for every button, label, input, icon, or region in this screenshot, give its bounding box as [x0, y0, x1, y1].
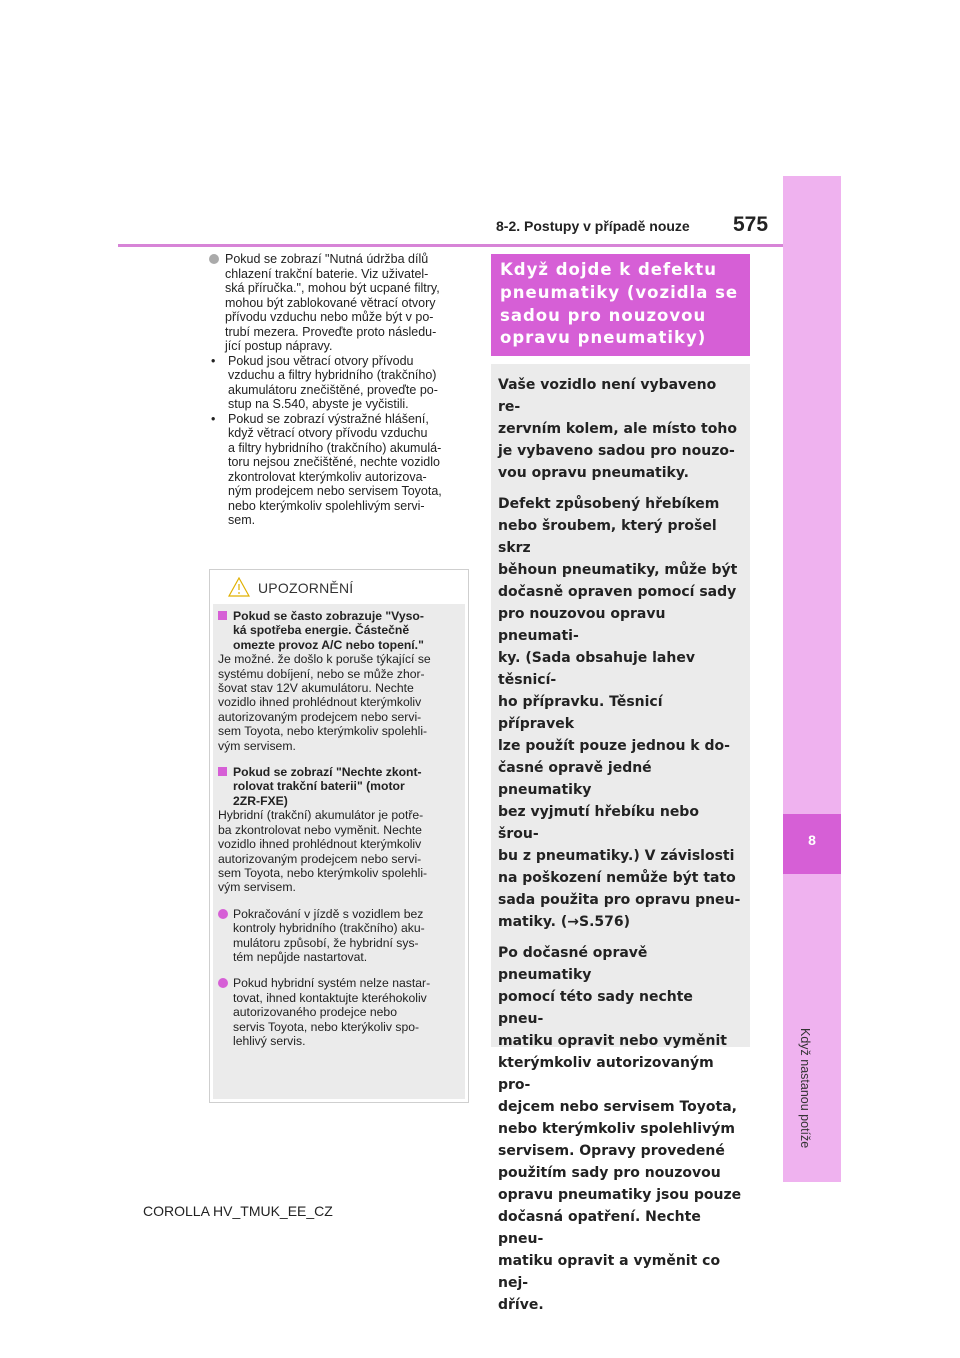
text-line: systému dobíjení, nebo se může zhor-: [218, 666, 425, 681]
text-line: akumulátoru znečištěné, proveďte po-: [228, 382, 438, 397]
text-line: Po dočasné opravě pneumatiky: [498, 945, 648, 983]
text-line: dočasná opatření. Nechte pneu-: [498, 1209, 701, 1247]
warning-triangle-icon: [228, 577, 250, 597]
text-line: jící postup nápravy.: [225, 339, 333, 353]
text-line: opravu pneumatiky): [500, 328, 707, 348]
text-line: opravu pneumatiky jsou pouze: [498, 1187, 742, 1203]
text-line: vým servisem.: [218, 880, 296, 895]
text-line: stup na S.540, abyste je vyčistili.: [228, 397, 409, 411]
text-line: nebo kterýmkoliv spolehlivým: [498, 1121, 735, 1137]
text-line: Je možné. že došlo k poruše týkající se: [218, 652, 431, 667]
text-line: tém nepůjde nastartovat.: [233, 949, 368, 964]
text-line: matiku opravit a vyměnit co nej-: [498, 1253, 721, 1291]
pink-circle-icon: [218, 978, 228, 988]
document-code: COROLLA HV_TMUK_EE_CZ: [143, 1203, 333, 1219]
gray-circle-icon: [209, 254, 219, 264]
text-line: a filtry hybridního (trakčního) akumulá-: [228, 440, 442, 455]
text-line: tovat, ihned kontaktujte kteréhokoliv: [233, 990, 427, 1005]
bullet-text: [228, 412, 471, 528]
text-line: Pokud se často zobrazuje "Vyso-: [233, 609, 424, 623]
text-line: vou opravu pneumatiky.: [498, 465, 689, 481]
bullet-icon: •: [211, 411, 216, 426]
text-line: bez vyjmutí hřebíku nebo šrou-: [498, 804, 699, 842]
text-line: sada použita pro opravu pneu-: [498, 892, 741, 908]
text-line: 2ZR-FXE): [233, 793, 288, 808]
warning-box: [209, 569, 469, 1103]
text-line: vozidlo ihned prohlédnout kterýmkoliv: [218, 837, 422, 852]
text-line: pneumatiky (vozidla se: [500, 282, 739, 302]
text-line: mulátoru způsobí, že hybridní sys-: [233, 935, 419, 950]
text-line: sem Toyota, nebo kterýmkoliv spolehli-: [218, 724, 428, 739]
warning-heading: [218, 609, 460, 652]
text-line: omezte provoz A/C nebo topení.": [233, 637, 424, 652]
text-line: je vybaveno sadou pro nouzo-: [498, 443, 735, 459]
topic-body-box: [491, 364, 750, 1313]
text-line: trubí mezera. Proveďte proto následu-: [225, 324, 437, 339]
text-line: zkontrolovat kterýmkoliv autorizova-: [228, 469, 427, 484]
text-line: matiky. (→S.576): [498, 914, 631, 930]
text-line: ská příručka.", mohou být ucpané filtry,: [225, 281, 440, 295]
text-line: použitím sady pro nouzovou: [498, 1165, 721, 1181]
section-title: 8-2. Postupy v případě nouze: [496, 218, 690, 234]
warning-note: [218, 907, 460, 965]
text-line: toru nejsou znečištěné, nechte vozidlo: [228, 455, 440, 469]
text-line: ká spotřeba energie. Částečně: [233, 623, 410, 638]
chapter-number: 8: [808, 832, 816, 848]
text-line: Pokud jsou větrací otvory přívodu: [228, 353, 414, 368]
text-line: lze použít pouze jednou k do-: [498, 738, 730, 754]
warning-text: [218, 652, 460, 753]
chapter-title: Když nastanou potíže: [798, 1028, 812, 1149]
warning-label: UPOZORNĚNÍ: [258, 580, 354, 596]
text-line: vzduchu a filtry hybridního (trakčního): [228, 368, 437, 382]
bullet-text: [228, 354, 471, 412]
text-line: když větrací otvory přívodu vzduchu: [228, 426, 428, 440]
pink-circle-icon: [218, 909, 228, 919]
warning-heading: [218, 765, 460, 808]
text-line: sem.: [228, 513, 256, 527]
bullet-item: [209, 354, 471, 412]
text-line: bu z pneumatiky.) V závislosti: [498, 848, 735, 864]
topic-paragraph: [498, 374, 743, 484]
text-line: Hybridní (trakční) akumulátor je potře-: [218, 808, 424, 823]
text-line: pomocí této sady nechte pneu-: [498, 989, 693, 1027]
text-line: ným prodejcem nebo servisem Toyota,: [228, 484, 442, 498]
text-line: dříve.: [498, 1297, 544, 1313]
text-line: mohou být zablokované větrací otvory: [225, 295, 436, 310]
text-line: Pokud se zobrazí "Nutná údržba dílů: [225, 252, 429, 266]
page-number: 575: [733, 213, 769, 236]
warning-note: [218, 976, 460, 1048]
text-line: lehlivý servis.: [233, 1033, 306, 1048]
text-line: autorizovaného prodejce nebo: [233, 1005, 397, 1020]
header-rule: [118, 244, 783, 247]
text-line: Pokud hybridní systém nelze nastar-: [233, 976, 431, 991]
text-line: nebo kterýmkoliv spolehlivým servi-: [228, 498, 425, 513]
text-line: servis Toyota, nebo kterýkoliv spo-: [233, 1019, 420, 1034]
text-line: kterýmkoliv autorizovaným pro-: [498, 1055, 714, 1093]
text-line: ba zkontrolovat nebo vyměnit. Nechte: [218, 822, 422, 837]
text-line: autorizovaným prodejcem nebo servi-: [218, 851, 422, 866]
text-line: matiku opravit nebo vyměnit: [498, 1033, 727, 1049]
warning-heading-text: [233, 765, 460, 808]
text-line: pro nouzovou opravu pneumati-: [498, 606, 666, 644]
note-item: [209, 252, 471, 354]
text-line: sem Toyota, nebo kterýmkoliv spolehli-: [218, 865, 428, 880]
text-line: běhoun pneumatiky, může být: [498, 562, 738, 578]
square-bullet-icon: [218, 767, 227, 776]
bullet-item: [209, 412, 471, 528]
note-text: [225, 252, 471, 354]
warning-note-text: [233, 976, 460, 1048]
text-line: šovat stav 12V akumulátoru. Nechte: [218, 681, 414, 696]
warning-text: [218, 808, 460, 894]
text-line: Pokud se zobrazí "Nechte zkont-: [233, 765, 422, 780]
topic-paragraph: [498, 493, 743, 933]
text-line: na poškození nemůže být tato: [498, 870, 736, 886]
chapter-side-tab: [783, 176, 841, 1182]
left-column: [209, 252, 471, 528]
topic-paragraph: [498, 942, 743, 1316]
warning-heading-text: [233, 609, 460, 652]
text-line: sadou pro nouzovou: [500, 305, 707, 325]
warning-note-text: [233, 907, 460, 965]
bullet-icon: •: [211, 353, 216, 368]
text-line: přívodu vzduchu nebo může být v po-: [225, 310, 434, 324]
text-line: Pokud se zobrazí výstražné hlášení,: [228, 411, 429, 426]
text-line: časné opravě jedné pneumatiky: [498, 760, 652, 798]
text-line: vým servisem.: [218, 738, 296, 753]
text-line: ho přípravku. Těsnicí přípravek: [498, 694, 663, 732]
text-line: dejcem nebo servisem Toyota,: [498, 1099, 738, 1115]
topic-heading-box: [491, 254, 750, 356]
text-line: Pokračování v jízdě s vozidlem bez: [233, 906, 424, 921]
text-line: zervním kolem, ale místo toho: [498, 421, 737, 437]
warning-header: [210, 570, 468, 604]
topic-body: [491, 364, 750, 1316]
text-line: rolovat trakční baterii" (motor: [233, 779, 405, 794]
text-line: Defekt způsobený hřebíkem: [498, 496, 720, 512]
text-line: Vaše vozidlo není vybaveno re-: [498, 377, 717, 415]
text-line: vozidlo ihned prohlédnout kterýmkoliv: [218, 695, 422, 710]
text-line: servisem. Opravy provedené: [498, 1143, 725, 1159]
square-bullet-icon: [218, 611, 227, 620]
text-line: chlazení trakční baterie. Viz uživatel-: [225, 266, 429, 281]
topic-heading: [491, 254, 750, 355]
text-line: ky. (Sada obsahuje lahev těsnicí-: [498, 650, 695, 688]
warning-body: [213, 604, 465, 1099]
text-line: Když dojde k defektu: [500, 260, 717, 279]
text-line: kontroly hybridního (trakčního) aku-: [233, 921, 425, 936]
text-line: nebo šroubem, který prošel skrz: [498, 518, 717, 556]
text-line: autorizovaným prodejcem nebo servi-: [218, 709, 422, 724]
text-line: dočasně opraven pomocí sady: [498, 584, 737, 600]
